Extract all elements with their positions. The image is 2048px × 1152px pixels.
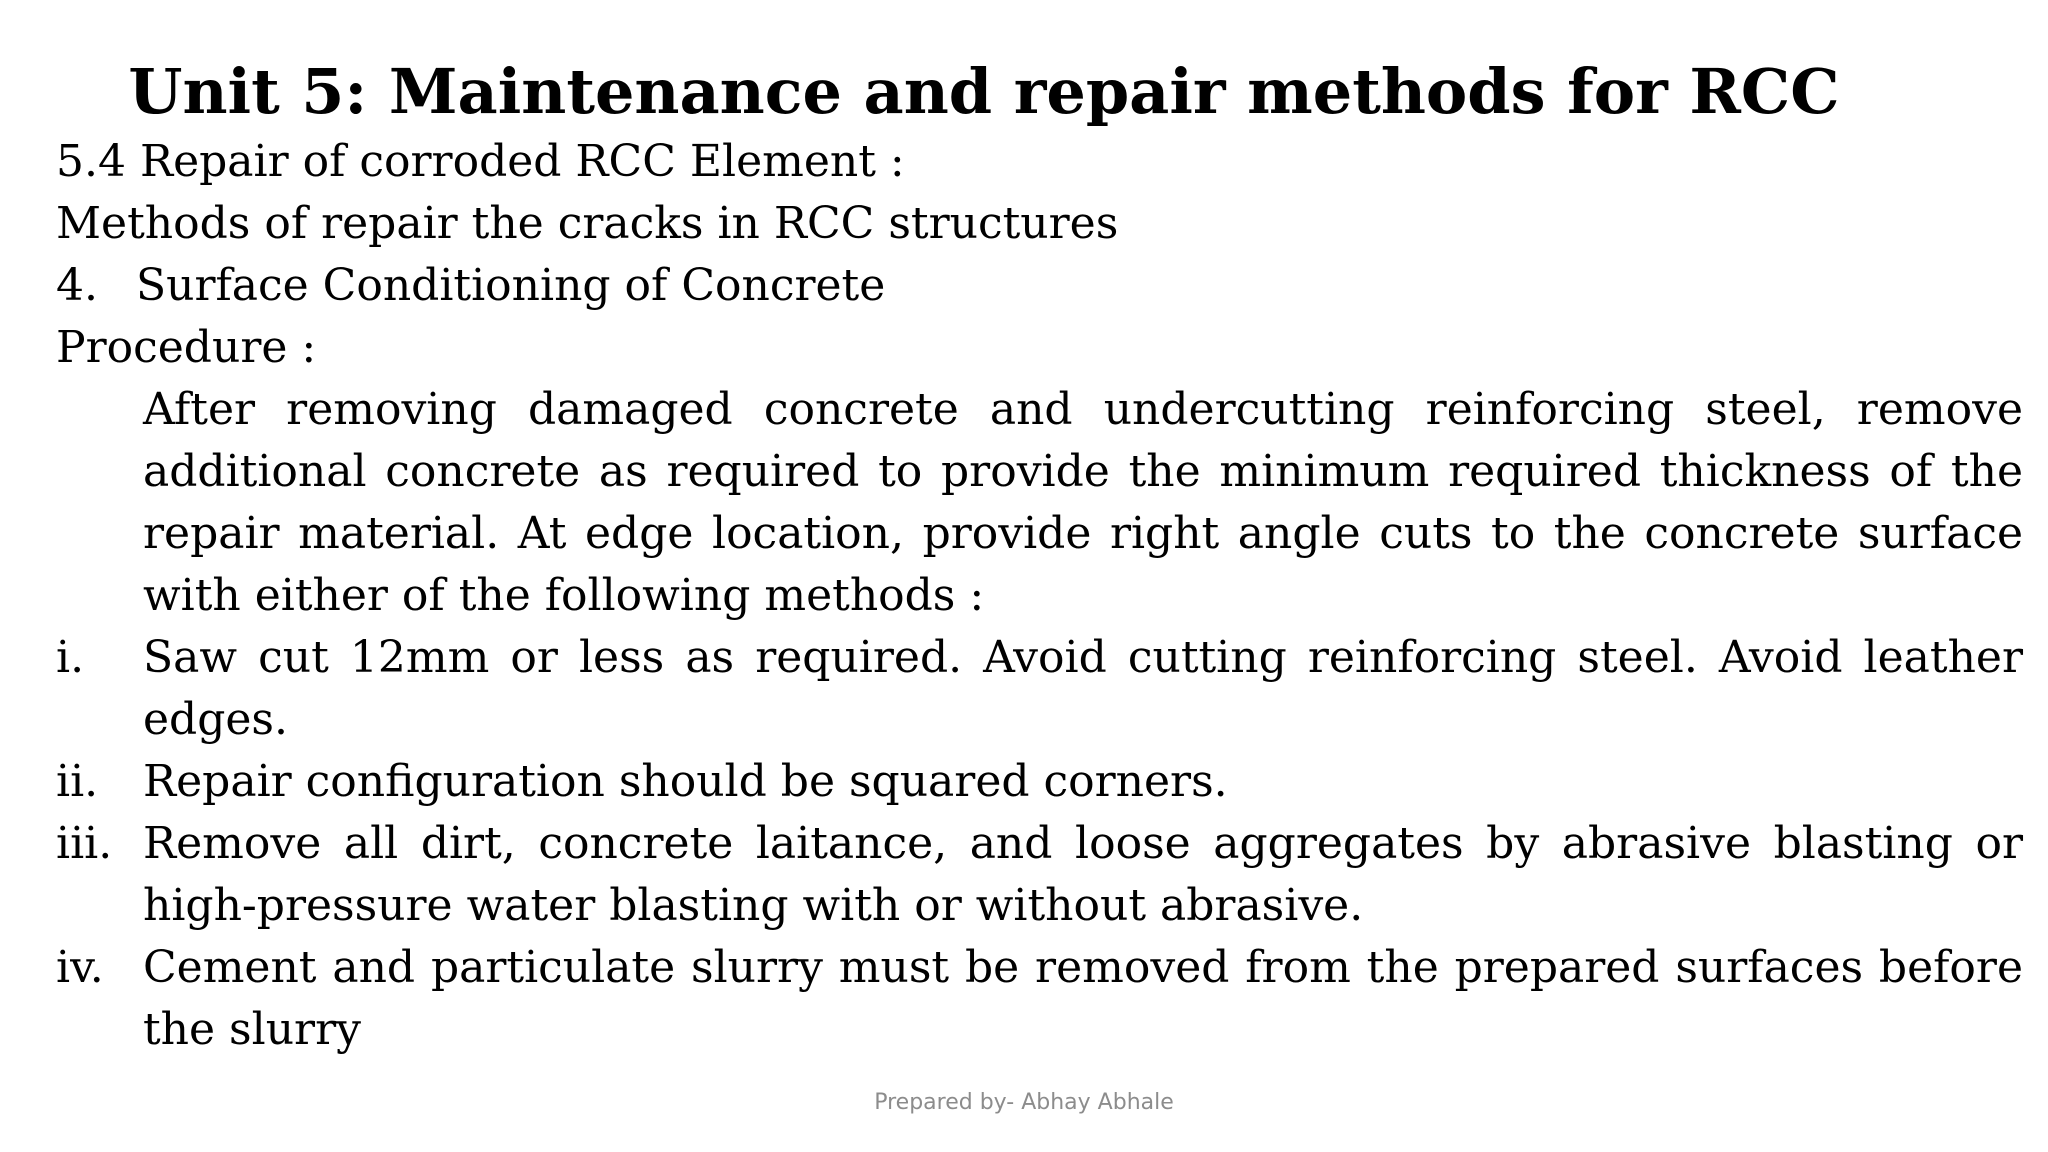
method-title: Surface Conditioning of Concrete [135, 260, 886, 311]
method-heading [56, 255, 885, 317]
footer-credit: Prepared by- Abhay Abhale [874, 1090, 1174, 1115]
list-item-text: Remove all dirt, concrete laitance, and loose aggregates by abrasive blasting or high-pressure water blasting with or without abrasive. [143, 818, 2023, 931]
list-item [56, 937, 2023, 1061]
method-number: 4. [56, 260, 98, 311]
list-item [56, 813, 2023, 937]
list-item [56, 751, 2023, 813]
section-heading: 5.4 Repair of corroded RCC Element : [56, 136, 905, 187]
list-item-text: Saw cut 12mm or less as required. Avoid cutting reinforcing steel. Avoid leather edges. [143, 632, 2023, 745]
list-item [56, 627, 2023, 751]
intro-paragraph: After removing damaged concrete and undercutting reinforcing steel, remove additional concrete as required to provide the minimum required thickness of the repair material. At edge location, provide right angle cuts to the concrete surface with either of the following methods : [143, 384, 2023, 621]
list-marker: ii. [56, 756, 99, 807]
list-item-text: Repair configuration should be squared corners. [143, 756, 1228, 807]
list-item-text: Cement and particulate slurry must be removed from the prepared surfaces before the slurry [143, 942, 2023, 1055]
list-marker: iv. [56, 942, 104, 993]
slide-title: Unit 5: Maintenance and repair methods for RCC [128, 55, 1840, 128]
procedure-label: Procedure : [56, 322, 317, 373]
list-marker: i. [56, 632, 85, 683]
subheading: Methods of repair the cracks in RCC structures [56, 198, 1119, 249]
list-marker: iii. [56, 818, 113, 869]
